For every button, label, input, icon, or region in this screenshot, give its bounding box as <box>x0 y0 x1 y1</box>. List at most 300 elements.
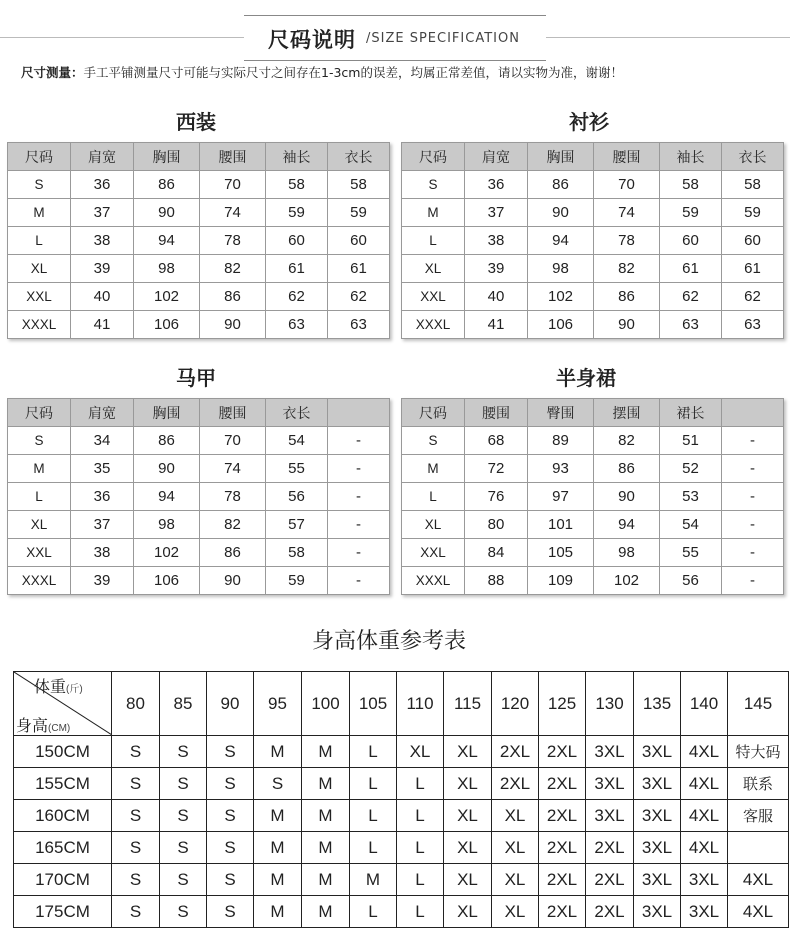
value-cell: 40 <box>71 283 134 311</box>
size-recommendation-cell: L <box>350 896 397 928</box>
size-recommendation-cell: XL <box>397 736 444 768</box>
size-recommendation-cell: XL <box>492 832 539 864</box>
header-rule-right <box>546 37 790 38</box>
table-row <box>402 171 784 199</box>
size-recommendation-cell: M <box>302 864 350 896</box>
size-recommendation-cell: 3XL <box>634 768 681 800</box>
size-recommendation-cell: M <box>302 800 350 832</box>
value-cell: 86 <box>134 427 200 455</box>
value-cell: 90 <box>594 311 660 339</box>
size-recommendation-cell: 2XL <box>492 768 539 800</box>
size-cell: XXXL <box>8 567 71 595</box>
value-cell: 86 <box>594 283 660 311</box>
value-cell: 72 <box>465 455 528 483</box>
size-recommendation-cell: S <box>112 896 160 928</box>
table-header-row <box>8 143 390 171</box>
size-recommendation-cell: 2XL <box>586 896 634 928</box>
size-recommendation-cell: L <box>397 768 444 800</box>
size-recommendation-cell: 2XL <box>539 768 586 800</box>
height-label: 身高 <box>16 718 49 735</box>
value-cell: 63 <box>660 311 722 339</box>
page-subtitle: /SIZE SPECIFICATION <box>366 31 520 46</box>
value-cell: 98 <box>134 255 200 283</box>
size-recommendation-cell: S <box>112 800 160 832</box>
value-cell: 55 <box>266 455 328 483</box>
weight-header-cell: 80 <box>112 672 160 736</box>
value-cell: 102 <box>528 283 594 311</box>
size-recommendation-cell: M <box>254 896 302 928</box>
value-cell: 90 <box>200 567 266 595</box>
size-recommendation-cell: S <box>207 896 254 928</box>
column-header: 腰围 <box>200 143 266 171</box>
measurement-note-text: 手工平铺测量尺寸可能与实际尺寸之间存在1-3cm的误差，均属正常差值，请以实物为准，谢谢！ <box>83 65 623 80</box>
value-cell: 39 <box>71 567 134 595</box>
size-cell: L <box>8 483 71 511</box>
value-cell: 53 <box>660 483 722 511</box>
size-cell: S <box>8 171 71 199</box>
size-recommendation-cell: 3XL <box>586 800 634 832</box>
value-cell: 58 <box>266 171 328 199</box>
size-cell: XXL <box>8 539 71 567</box>
table-row <box>8 539 390 567</box>
value-cell: 102 <box>134 539 200 567</box>
value-cell: 62 <box>266 283 328 311</box>
value-cell: 90 <box>134 455 200 483</box>
size-recommendation-cell: XL <box>444 896 492 928</box>
table-row <box>8 199 390 227</box>
weight-header-cell: 130 <box>586 672 634 736</box>
size-recommendation-cell: S <box>160 768 207 800</box>
size-recommendation-cell: L <box>350 832 397 864</box>
weight-header-cell: 95 <box>254 672 302 736</box>
suit-table-title: 西装 <box>176 110 216 134</box>
value-cell: 62 <box>660 283 722 311</box>
height-cell: 160CM <box>14 800 112 832</box>
value-cell: 68 <box>465 427 528 455</box>
value-cell: 88 <box>465 567 528 595</box>
value-cell: 74 <box>594 199 660 227</box>
size-recommendation-cell: M <box>254 864 302 896</box>
size-recommendation-cell: 4XL <box>728 896 789 928</box>
value-cell: - <box>722 539 784 567</box>
size-recommendation-cell: 2XL <box>539 736 586 768</box>
column-header: 袖长 <box>660 143 722 171</box>
value-cell: 61 <box>266 255 328 283</box>
size-recommendation-cell: M <box>254 736 302 768</box>
table-row <box>8 427 390 455</box>
value-cell: 86 <box>528 171 594 199</box>
size-recommendation-cell: L <box>397 832 444 864</box>
table-row <box>14 896 789 928</box>
value-cell: 98 <box>594 539 660 567</box>
value-cell: 94 <box>134 483 200 511</box>
size-cell: XL <box>402 255 465 283</box>
size-recommendation-cell: XL <box>492 896 539 928</box>
value-cell: 40 <box>465 283 528 311</box>
size-recommendation-cell: 联系 <box>728 768 789 800</box>
value-cell: 98 <box>528 255 594 283</box>
value-cell: 60 <box>328 227 390 255</box>
column-header: 腰围 <box>465 399 528 427</box>
column-header: 摆围 <box>594 399 660 427</box>
value-cell: 70 <box>594 171 660 199</box>
size-cell: L <box>8 227 71 255</box>
size-cell: S <box>8 427 71 455</box>
height-cell: 150CM <box>14 736 112 768</box>
value-cell: 39 <box>465 255 528 283</box>
value-cell: 58 <box>266 539 328 567</box>
value-cell: 37 <box>71 199 134 227</box>
value-cell: 101 <box>528 511 594 539</box>
table-row <box>8 511 390 539</box>
size-recommendation-cell: M <box>302 832 350 864</box>
size-recommendation-cell: M <box>302 896 350 928</box>
value-cell: 54 <box>266 427 328 455</box>
value-cell: - <box>328 483 390 511</box>
value-cell: 90 <box>134 199 200 227</box>
value-cell: 106 <box>528 311 594 339</box>
column-header: 尺码 <box>8 143 71 171</box>
value-cell: 62 <box>722 283 784 311</box>
column-header: 肩宽 <box>71 143 134 171</box>
value-cell: - <box>328 427 390 455</box>
table-row <box>8 567 390 595</box>
size-cell: XL <box>8 255 71 283</box>
page-header <box>0 0 790 62</box>
shirt-table-title: 衬衫 <box>569 110 609 134</box>
weight-header-cell: 140 <box>681 672 728 736</box>
size-recommendation-cell: L <box>350 800 397 832</box>
size-recommendation-cell: S <box>207 832 254 864</box>
suit-size-table <box>7 142 390 339</box>
value-cell: 78 <box>200 227 266 255</box>
table-row <box>402 483 784 511</box>
value-cell: - <box>722 427 784 455</box>
size-recommendation-cell: 3XL <box>634 832 681 864</box>
value-cell: 51 <box>660 427 722 455</box>
value-cell: 94 <box>134 227 200 255</box>
size-recommendation-cell: 3XL <box>586 736 634 768</box>
value-cell: 97 <box>528 483 594 511</box>
weight-header-cell: 85 <box>160 672 207 736</box>
value-cell: 63 <box>722 311 784 339</box>
value-cell: - <box>722 567 784 595</box>
column-header: 衣长 <box>722 143 784 171</box>
weight-header-cell: 105 <box>350 672 397 736</box>
size-recommendation-cell: 4XL <box>681 768 728 800</box>
height-axis-label <box>16 713 70 736</box>
column-header: 胸围 <box>134 399 200 427</box>
value-cell: 38 <box>465 227 528 255</box>
value-cell: 41 <box>465 311 528 339</box>
size-recommendation-cell: L <box>397 864 444 896</box>
height-cell: 170CM <box>14 864 112 896</box>
value-cell: 38 <box>71 539 134 567</box>
size-recommendation-cell: S <box>112 864 160 896</box>
column-header: 胸围 <box>134 143 200 171</box>
size-cell: XXXL <box>402 311 465 339</box>
value-cell: 78 <box>200 483 266 511</box>
table-row <box>8 227 390 255</box>
size-recommendation-cell: 4XL <box>728 864 789 896</box>
size-recommendation-cell: S <box>207 768 254 800</box>
table-row <box>402 511 784 539</box>
value-cell: - <box>328 567 390 595</box>
size-recommendation-cell: L <box>397 896 444 928</box>
value-cell: 59 <box>660 199 722 227</box>
size-cell: XXL <box>402 283 465 311</box>
table-row <box>14 768 789 800</box>
value-cell: 109 <box>528 567 594 595</box>
size-recommendation-cell: L <box>350 768 397 800</box>
table-row <box>402 539 784 567</box>
table-row <box>402 283 784 311</box>
size-cell: XL <box>402 511 465 539</box>
size-recommendation-cell: 特大码 <box>728 736 789 768</box>
size-recommendation-cell: 2XL <box>586 864 634 896</box>
table-row <box>402 455 784 483</box>
value-cell: 60 <box>266 227 328 255</box>
weight-header-cell: 120 <box>492 672 539 736</box>
value-cell: 70 <box>200 427 266 455</box>
value-cell: 82 <box>200 255 266 283</box>
table-row <box>8 483 390 511</box>
value-cell: 63 <box>266 311 328 339</box>
value-cell: 90 <box>200 311 266 339</box>
weight-header-cell: 145 <box>728 672 789 736</box>
column-header: 胸围 <box>528 143 594 171</box>
size-recommendation-cell: S <box>160 800 207 832</box>
height-unit: (CM) <box>48 723 71 734</box>
size-recommendation-cell: S <box>207 864 254 896</box>
column-header: 裙长 <box>660 399 722 427</box>
size-cell: L <box>402 483 465 511</box>
size-recommendation-cell: 2XL <box>539 832 586 864</box>
value-cell: 35 <box>71 455 134 483</box>
table-row <box>402 427 784 455</box>
size-recommendation-cell: 3XL <box>634 864 681 896</box>
value-cell: 34 <box>71 427 134 455</box>
value-cell: 86 <box>200 283 266 311</box>
size-cell: M <box>402 199 465 227</box>
column-header: 肩宽 <box>71 399 134 427</box>
size-cell: M <box>402 455 465 483</box>
table-row <box>402 199 784 227</box>
size-cell: XXL <box>8 283 71 311</box>
value-cell: 61 <box>328 255 390 283</box>
size-recommendation-cell: 客服 <box>728 800 789 832</box>
size-cell: XL <box>8 511 71 539</box>
value-cell: 61 <box>722 255 784 283</box>
size-recommendation-cell: S <box>112 736 160 768</box>
column-header <box>722 399 784 427</box>
value-cell: 58 <box>328 171 390 199</box>
value-cell: 58 <box>660 171 722 199</box>
size-recommendation-cell: 2XL <box>492 736 539 768</box>
value-cell: 59 <box>266 199 328 227</box>
height-cell: 155CM <box>14 768 112 800</box>
value-cell: 94 <box>528 227 594 255</box>
value-cell: - <box>722 483 784 511</box>
value-cell: 60 <box>660 227 722 255</box>
table-row <box>8 255 390 283</box>
value-cell: 59 <box>266 567 328 595</box>
size-recommendation-cell: XL <box>444 864 492 896</box>
weight-header-cell: 135 <box>634 672 681 736</box>
table-row <box>14 800 789 832</box>
value-cell: 80 <box>465 511 528 539</box>
shirt-size-table <box>401 142 784 339</box>
table-row <box>14 832 789 864</box>
size-recommendation-cell: XL <box>444 768 492 800</box>
value-cell: 106 <box>134 567 200 595</box>
size-recommendation-cell: S <box>112 768 160 800</box>
skirt-table-title: 半身裙 <box>556 366 616 390</box>
value-cell: 76 <box>465 483 528 511</box>
size-recommendation-cell: L <box>350 736 397 768</box>
measurement-note <box>21 63 623 81</box>
column-header: 衣长 <box>266 399 328 427</box>
value-cell: 70 <box>200 171 266 199</box>
size-recommendation-cell: 3XL <box>634 896 681 928</box>
value-cell: 56 <box>660 567 722 595</box>
size-recommendation-cell: 4XL <box>681 736 728 768</box>
table-row <box>402 567 784 595</box>
table-row <box>14 864 789 896</box>
column-header: 腰围 <box>594 143 660 171</box>
value-cell: 52 <box>660 455 722 483</box>
weight-header-cell: 115 <box>444 672 492 736</box>
weight-header-cell: 100 <box>302 672 350 736</box>
value-cell: 78 <box>594 227 660 255</box>
value-cell: 86 <box>134 171 200 199</box>
weight-header-cell: 125 <box>539 672 586 736</box>
value-cell: 86 <box>594 455 660 483</box>
value-cell: 84 <box>465 539 528 567</box>
table-row <box>8 455 390 483</box>
size-recommendation-cell: 2XL <box>539 864 586 896</box>
column-header: 尺码 <box>8 399 71 427</box>
table-row <box>8 311 390 339</box>
size-recommendation-cell: S <box>207 800 254 832</box>
weight-header-cell: 110 <box>397 672 444 736</box>
table-header-row <box>8 399 390 427</box>
size-recommendation-cell: 3XL <box>586 768 634 800</box>
column-header: 臀围 <box>528 399 594 427</box>
size-recommendation-cell: S <box>207 736 254 768</box>
value-cell: 86 <box>200 539 266 567</box>
value-cell: 59 <box>328 199 390 227</box>
size-recommendation-cell: L <box>397 800 444 832</box>
size-cell: XXXL <box>8 311 71 339</box>
vest-size-table <box>7 398 390 595</box>
height-cell: 175CM <box>14 896 112 928</box>
weight-header-cell: 90 <box>207 672 254 736</box>
size-recommendation-cell: XL <box>444 736 492 768</box>
value-cell: 36 <box>71 171 134 199</box>
size-recommendation-cell: 2XL <box>586 832 634 864</box>
size-recommendation-cell: M <box>302 768 350 800</box>
size-cell: L <box>402 227 465 255</box>
value-cell: 106 <box>134 311 200 339</box>
column-header: 衣长 <box>328 143 390 171</box>
size-recommendation-cell: 4XL <box>681 800 728 832</box>
column-header: 袖长 <box>266 143 328 171</box>
value-cell: - <box>722 511 784 539</box>
value-cell: 58 <box>722 171 784 199</box>
size-recommendation-cell: XL <box>444 832 492 864</box>
value-cell: 62 <box>328 283 390 311</box>
table-row <box>402 311 784 339</box>
size-recommendation-cell: 4XL <box>681 832 728 864</box>
value-cell: 93 <box>528 455 594 483</box>
size-recommendation-cell: M <box>254 800 302 832</box>
value-cell: - <box>722 455 784 483</box>
measurement-note-label: 尺寸测量： <box>21 65 84 80</box>
value-cell: 98 <box>134 511 200 539</box>
value-cell: 38 <box>71 227 134 255</box>
corner-header-cell <box>14 672 112 736</box>
value-cell: 61 <box>660 255 722 283</box>
value-cell: 90 <box>528 199 594 227</box>
table-row <box>8 171 390 199</box>
size-recommendation-cell: S <box>160 864 207 896</box>
value-cell: - <box>328 539 390 567</box>
value-cell: 82 <box>594 255 660 283</box>
value-cell: 41 <box>71 311 134 339</box>
value-cell: 37 <box>465 199 528 227</box>
weight-axis-label <box>34 674 83 697</box>
size-recommendation-cell: XL <box>444 800 492 832</box>
value-cell: 59 <box>722 199 784 227</box>
size-recommendation-cell: S <box>160 832 207 864</box>
table-row <box>402 227 784 255</box>
value-cell: 36 <box>465 171 528 199</box>
size-recommendation-cell: 3XL <box>681 864 728 896</box>
skirt-size-table <box>401 398 784 595</box>
column-header: 肩宽 <box>465 143 528 171</box>
size-recommendation-cell: S <box>254 768 302 800</box>
size-recommendation-cell: 3XL <box>634 736 681 768</box>
weight-label: 体重 <box>34 679 67 696</box>
value-cell: 105 <box>528 539 594 567</box>
size-recommendation-cell: XL <box>492 800 539 832</box>
height-weight-reference-table <box>13 671 789 928</box>
value-cell: 102 <box>134 283 200 311</box>
size-cell: M <box>8 199 71 227</box>
size-recommendation-cell: M <box>254 832 302 864</box>
size-recommendation-cell: M <box>302 736 350 768</box>
size-recommendation-cell <box>728 832 789 864</box>
size-recommendation-cell: 3XL <box>634 800 681 832</box>
table-header-row <box>402 143 784 171</box>
column-header <box>328 399 390 427</box>
size-cell: XXXL <box>402 567 465 595</box>
size-recommendation-cell: M <box>350 864 397 896</box>
size-recommendation-cell: 2XL <box>539 896 586 928</box>
value-cell: 60 <box>722 227 784 255</box>
header-rule-left <box>0 37 244 38</box>
value-cell: 63 <box>328 311 390 339</box>
size-recommendation-cell: XL <box>492 864 539 896</box>
size-recommendation-cell: S <box>160 896 207 928</box>
size-recommendation-cell: S <box>112 832 160 864</box>
value-cell: 74 <box>200 199 266 227</box>
value-cell: 82 <box>594 427 660 455</box>
value-cell: 39 <box>71 255 134 283</box>
value-cell: 36 <box>71 483 134 511</box>
weight-header-row <box>14 672 789 736</box>
